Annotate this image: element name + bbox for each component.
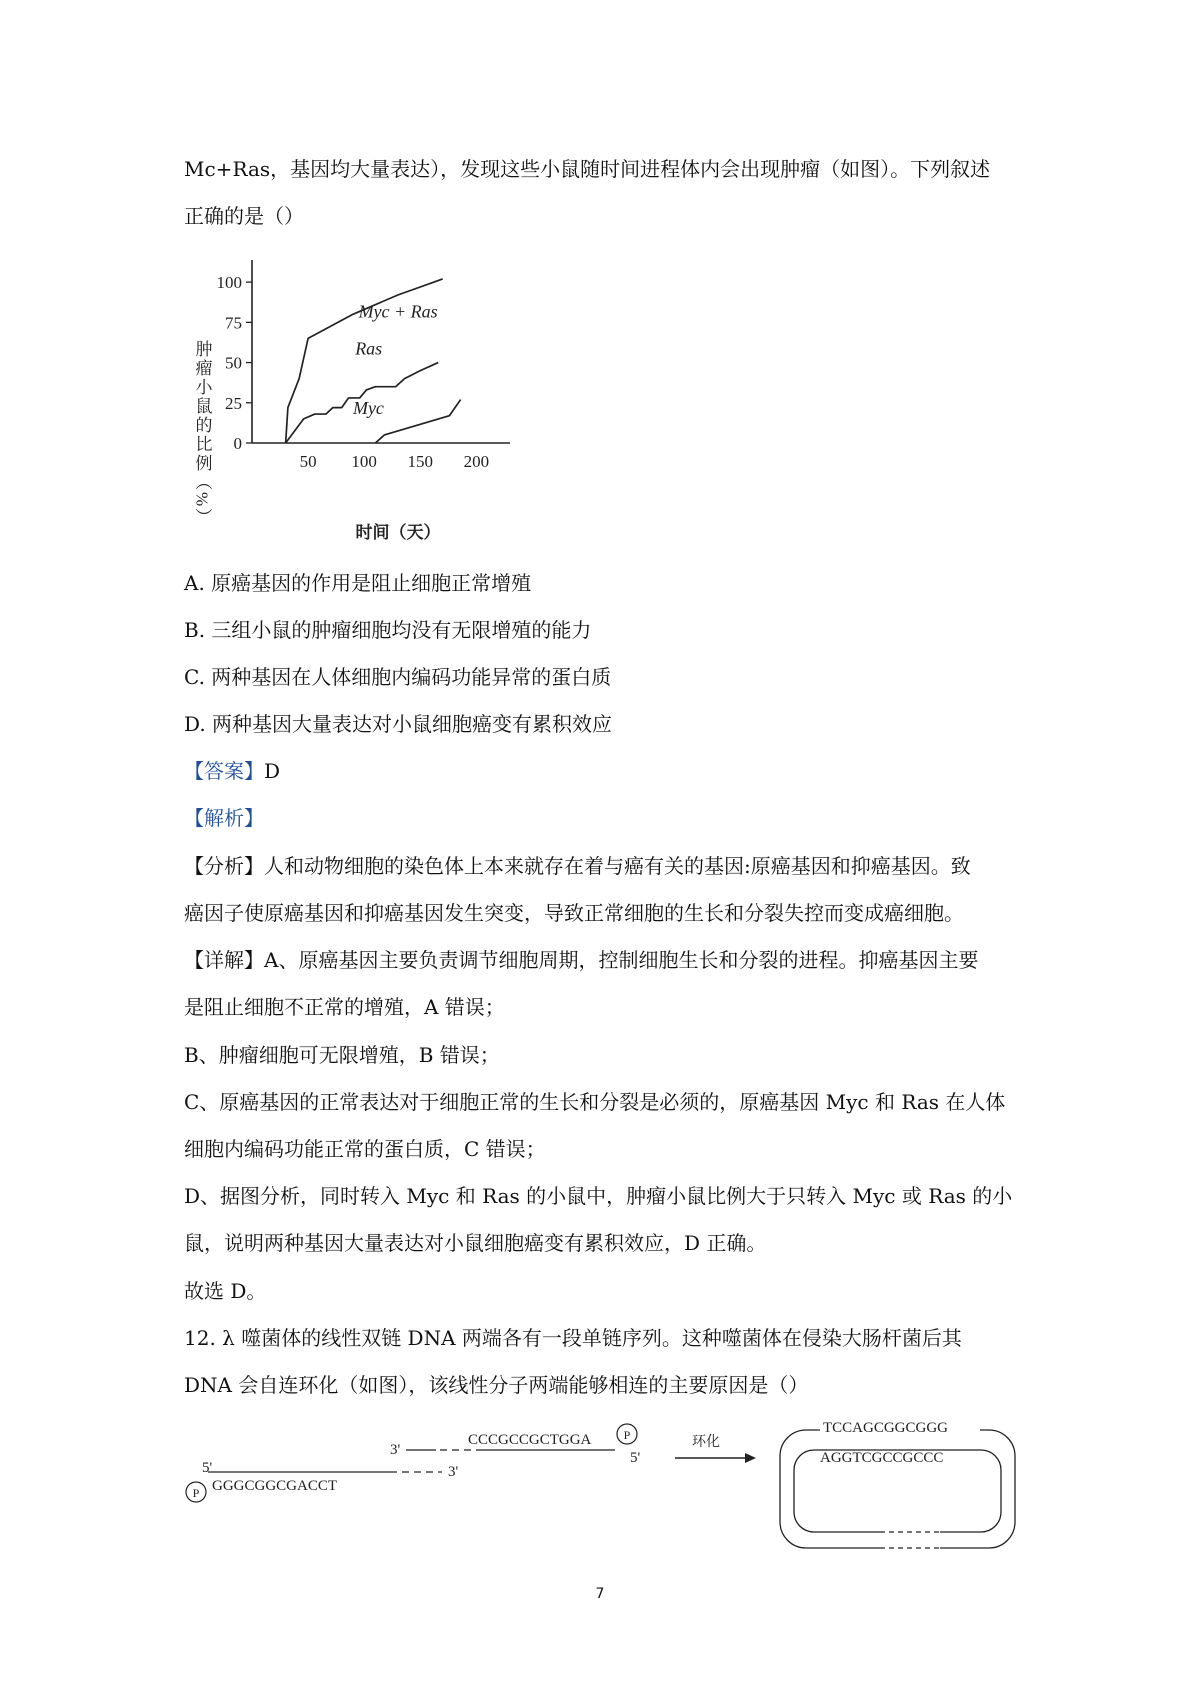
- option-b: B. 三组小鼠的肿瘤细胞均没有无限增殖的能力: [184, 618, 592, 642]
- analysis-line: 是阻止细胞不正常的增殖，A 错误；: [184, 995, 505, 1019]
- arrow-icon: [745, 1453, 756, 1463]
- phosphate-label-right: P: [623, 1428, 631, 1442]
- y-tick-label: 0: [233, 434, 242, 453]
- answer-label: 【答案】: [184, 759, 264, 783]
- phosphate-label-left: P: [192, 1486, 200, 1500]
- series-label: Ras: [355, 338, 383, 359]
- ring-outer-strand: [780, 1430, 1015, 1548]
- answer-value: D: [264, 759, 281, 783]
- arrow-label: 环化: [692, 1435, 720, 1450]
- text-line: Mc+Ras，基因均大量表达），发现这些小鼠随时间进程体内会出现肿瘤（如图）。下列叙述: [184, 157, 991, 181]
- y-tick-label: 50: [225, 353, 242, 373]
- series-line-myc: [375, 400, 460, 443]
- question-12-line: DNA 会自连环化（如图），该线性分子两端能够相连的主要原因是（）: [184, 1373, 809, 1397]
- analysis-line: C、原癌基因的正常表达对于细胞正常的生长和分裂是必须的，原癌基因 Myc 和 Ras 在人体: [184, 1090, 1006, 1114]
- series-label: Myc + Ras: [358, 301, 438, 322]
- tumor-ratio-chart: [180, 260, 580, 550]
- x-tick-label: 100: [351, 452, 377, 471]
- analysis-label: 【解析】: [184, 806, 264, 830]
- x-tick-label: 150: [407, 452, 434, 471]
- text-line: 正确的是（）: [184, 204, 304, 228]
- answer-line: [184, 756, 280, 786]
- bottom-strand-sequence: GGGCGGCGACCT: [212, 1478, 338, 1494]
- label-5prime-left: 5': [202, 1460, 213, 1476]
- question-12-line: 12. λ 噬菌体的线性双链 DNA 两端各有一段单链序列。这种噬菌体在侵染大肠杆菌后其: [184, 1326, 962, 1350]
- chart-series: [286, 279, 461, 443]
- analysis-line: D、据图分析，同时转入 Myc 和 Ras 的小鼠中，肿瘤小鼠比例大于只转入 Myc 或 Ras 的小: [184, 1184, 1013, 1208]
- dna-circularization-figure: [180, 1420, 1040, 1560]
- y-tick-label: 25: [225, 393, 242, 413]
- top-strand-sequence: CCCGCCGCTGGA: [468, 1432, 592, 1448]
- x-axis-label: 时间（天）: [355, 523, 441, 542]
- option-c: C. 两种基因在人体细胞内编码功能异常的蛋白质: [184, 665, 612, 689]
- y-tick-label: 100: [216, 273, 242, 293]
- label-5prime-right: 5': [630, 1450, 641, 1466]
- series-label: Myc: [352, 398, 384, 419]
- analysis-line: 鼠，说明两种基因大量表达对小鼠细胞癌变有累积效应，D 正确。: [184, 1231, 767, 1255]
- ring-outer-sequence: TCCAGCGGCGGG: [823, 1420, 949, 1436]
- analysis-line: 【详解】A、原癌基因主要负责调节细胞周期，控制细胞生长和分裂的进程。抑癌基因主要: [184, 948, 979, 972]
- page-number: 7: [595, 1586, 605, 1602]
- chart-ticks: [217, 273, 490, 471]
- option-a: A. 原癌基因的作用是阻止细胞正常增殖: [184, 571, 532, 595]
- option-d: D. 两种基因大量表达对小鼠细胞癌变有累积效应: [184, 712, 613, 736]
- x-tick-label: 50: [299, 452, 317, 471]
- analysis-line: 癌因子使原癌基因和抑癌基因发生突变，导致正常细胞的生长和分裂失控而变成癌细胞。: [184, 901, 964, 925]
- y-axis-label: 肿瘤小鼠的比例（%）: [192, 340, 212, 528]
- label-3prime-top: 3': [390, 1442, 401, 1458]
- analysis-line: 【分析】人和动物细胞的染色体上本来就存在着与癌有关的基因:原癌基因和抑癌基因。致: [184, 854, 971, 878]
- analysis-line: 细胞内编码功能正常的蛋白质，C 错误；: [184, 1137, 546, 1161]
- analysis-line: B、肿瘤细胞可无限增殖，B 错误；: [184, 1043, 500, 1067]
- analysis-line: 故选 D。: [184, 1279, 267, 1303]
- y-tick-label: 75: [225, 313, 242, 333]
- ring-inner-sequence: AGGTCGCCGCCC: [820, 1450, 944, 1466]
- x-tick-label: 200: [463, 452, 490, 471]
- label-3prime-bottom: 3': [448, 1464, 459, 1480]
